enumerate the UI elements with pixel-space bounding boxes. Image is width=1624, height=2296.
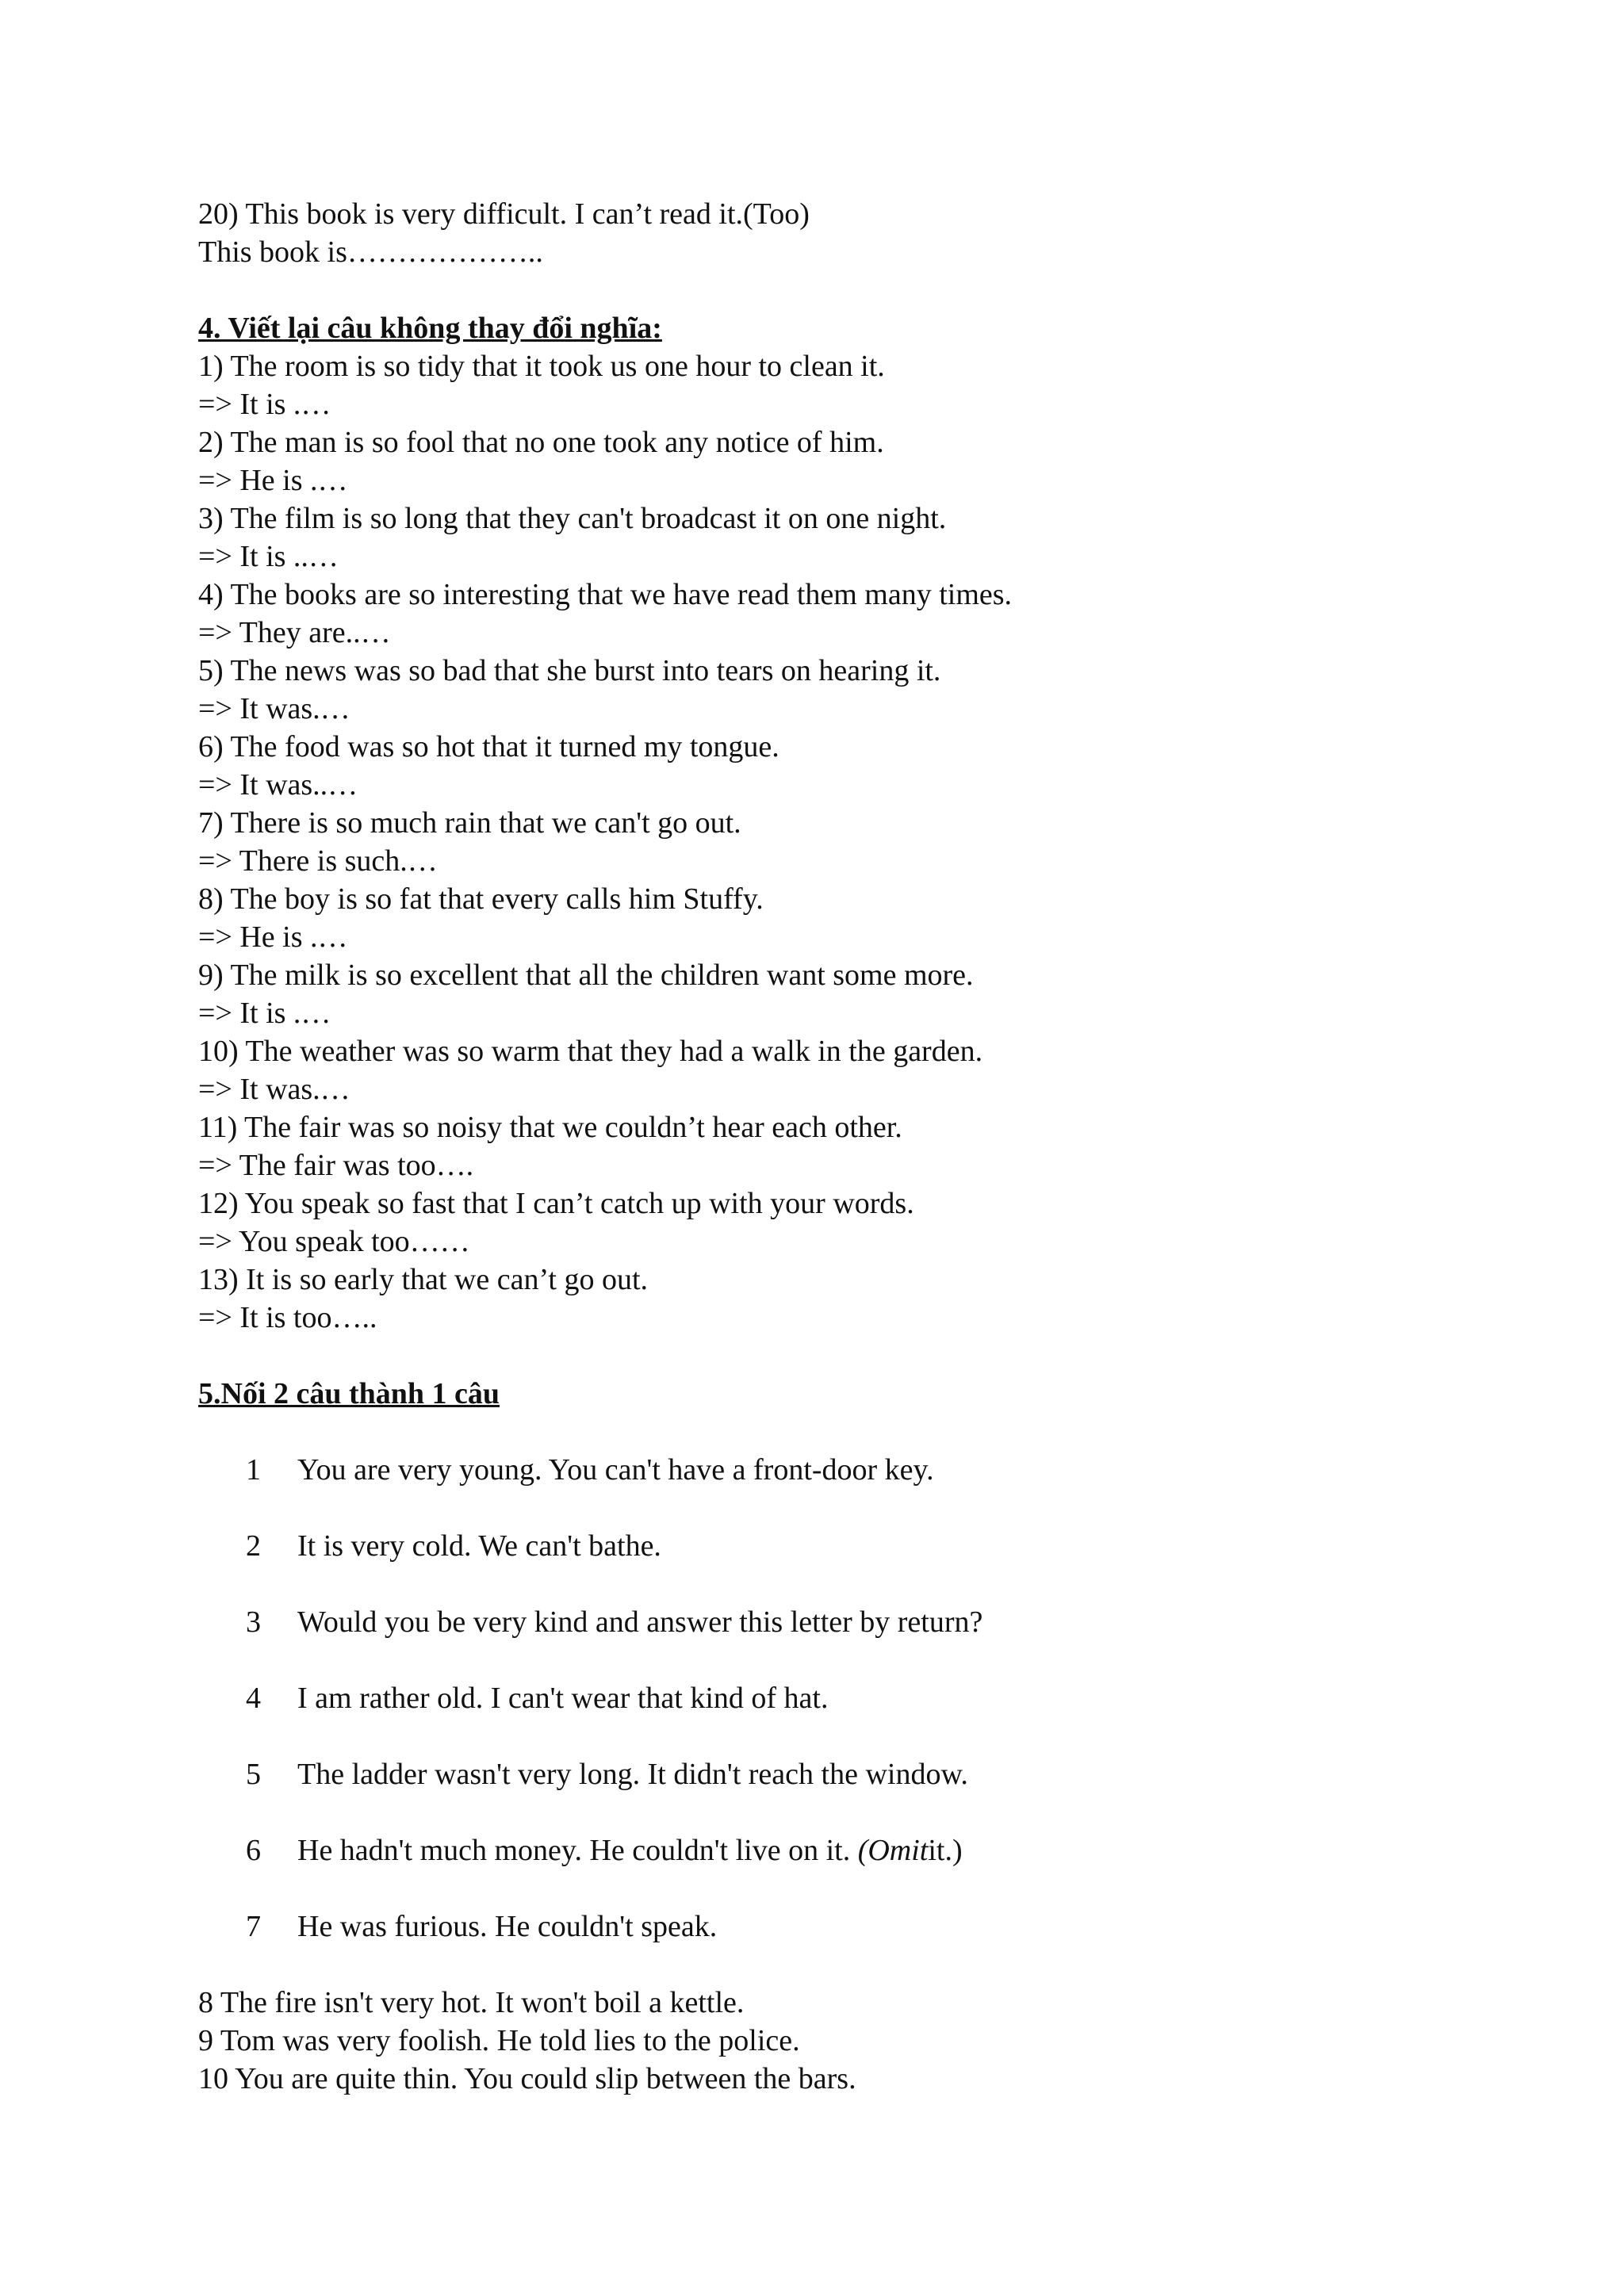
- document-page: [198, 195, 1435, 2098]
- item-number: 2: [246, 1529, 261, 1563]
- spacer: [198, 1337, 1435, 1375]
- exercise-answer-prompt: => It is ..…: [198, 540, 339, 573]
- item-number: 6: [246, 1834, 261, 1867]
- item-number: 5: [246, 1758, 261, 1791]
- list-item: [198, 1527, 1435, 1565]
- item-number: 3: [246, 1605, 261, 1639]
- list-item: [198, 1908, 1435, 1946]
- item-text-italic: (Omit: [857, 1834, 929, 1867]
- list-item: [198, 1831, 1435, 1869]
- list-item: [198, 1603, 1435, 1641]
- item-text: He was furious. He couldn't speak.: [297, 1910, 718, 1943]
- item-text: It is very cold. We can't bathe.: [297, 1529, 661, 1563]
- exercise-question: 6) The food was so hot that it turned my tongue.: [198, 730, 779, 763]
- item-text: You are very young. You can't have a front-door key.: [297, 1453, 934, 1487]
- section-4-heading: 4. Viết lại câu không thay đổi nghĩa:: [198, 312, 662, 345]
- exercise-answer-prompt: => The fair was too….: [198, 1149, 474, 1182]
- question-20-answer: This book is………………..: [198, 235, 543, 269]
- exercise-answer-prompt: => It is .…: [198, 997, 331, 1030]
- section-5-heading: 5.Nối 2 câu thành 1 câu: [198, 1377, 500, 1410]
- item-text-main: He hadn't much money. He couldn't live on it.: [297, 1834, 858, 1867]
- section-4-list: [198, 347, 1435, 1337]
- item-number: 7: [246, 1910, 261, 1943]
- spacer: [198, 271, 1435, 309]
- section-5-numbered-list: [198, 1451, 1435, 1946]
- exercise-answer-prompt: => It is too…..: [198, 1301, 377, 1334]
- item-text: [297, 1831, 963, 1869]
- list-item: [198, 1679, 1435, 1717]
- question-20: 20) This book is very difficult. I can’t read it.(Too): [198, 197, 810, 231]
- item-number: 4: [246, 1682, 261, 1715]
- item-text-after: it.): [928, 1834, 963, 1867]
- list-item: 10 You are quite thin. You could slip between the bars.: [198, 2062, 856, 2095]
- exercise-question: 7) There is so much rain that we can't go out.: [198, 806, 741, 840]
- list-item: [198, 1451, 1435, 1489]
- exercise-answer-prompt: => You speak too……: [198, 1225, 470, 1258]
- exercise-question: 10) The weather was so warm that they had a walk in the garden.: [198, 1035, 983, 1068]
- exercise-question: 8) The boy is so fat that every calls him Stuffy.: [198, 882, 764, 916]
- list-item: 9 Tom was very foolish. He told lies to the police.: [198, 2024, 800, 2057]
- item-text: Would you be very kind and answer this letter by return?: [297, 1605, 983, 1639]
- item-text: I am rather old. I can't wear that kind of hat.: [297, 1682, 829, 1715]
- exercise-question: 12) You speak so fast that I can’t catch up with your words.: [198, 1187, 914, 1220]
- exercise-question: 5) The news was so bad that she burst into tears on hearing it.: [198, 654, 941, 687]
- exercise-question: 1) The room is so tidy that it took us one hour to clean it.: [198, 350, 885, 383]
- list-item: [198, 1755, 1435, 1793]
- spacer: [198, 1413, 1435, 1451]
- list-item: 8 The fire isn't very hot. It won't boil a kettle.: [198, 1986, 745, 2019]
- exercise-answer-prompt: => It was.…: [198, 1073, 350, 1106]
- item-text: The ladder wasn't very long. It didn't reach the window.: [297, 1758, 968, 1791]
- exercise-question: 2) The man is so fool that no one took any notice of him.: [198, 426, 884, 459]
- exercise-answer-prompt: => He is .…: [198, 464, 348, 497]
- exercise-question: 13) It is so early that we can’t go out.: [198, 1263, 649, 1296]
- exercise-answer-prompt: => It was.…: [198, 692, 350, 725]
- exercise-question: 3) The film is so long that they can't broadcast it on one night.: [198, 502, 947, 535]
- exercise-question: 11) The fair was so noisy that we couldn’t hear each other.: [198, 1111, 902, 1144]
- exercise-answer-prompt: => They are..…: [198, 616, 391, 649]
- exercise-question: 4) The books are so interesting that we have read them many times.: [198, 578, 1013, 611]
- section-5-plain-list: [198, 1984, 1435, 2098]
- exercise-answer-prompt: => There is such.…: [198, 844, 438, 878]
- item-number: 1: [246, 1453, 261, 1487]
- exercise-question: 9) The milk is so excellent that all the children want some more.: [198, 959, 974, 992]
- exercise-answer-prompt: => He is .…: [198, 920, 348, 954]
- exercise-answer-prompt: => It was..…: [198, 768, 358, 802]
- exercise-answer-prompt: => It is .…: [198, 388, 331, 421]
